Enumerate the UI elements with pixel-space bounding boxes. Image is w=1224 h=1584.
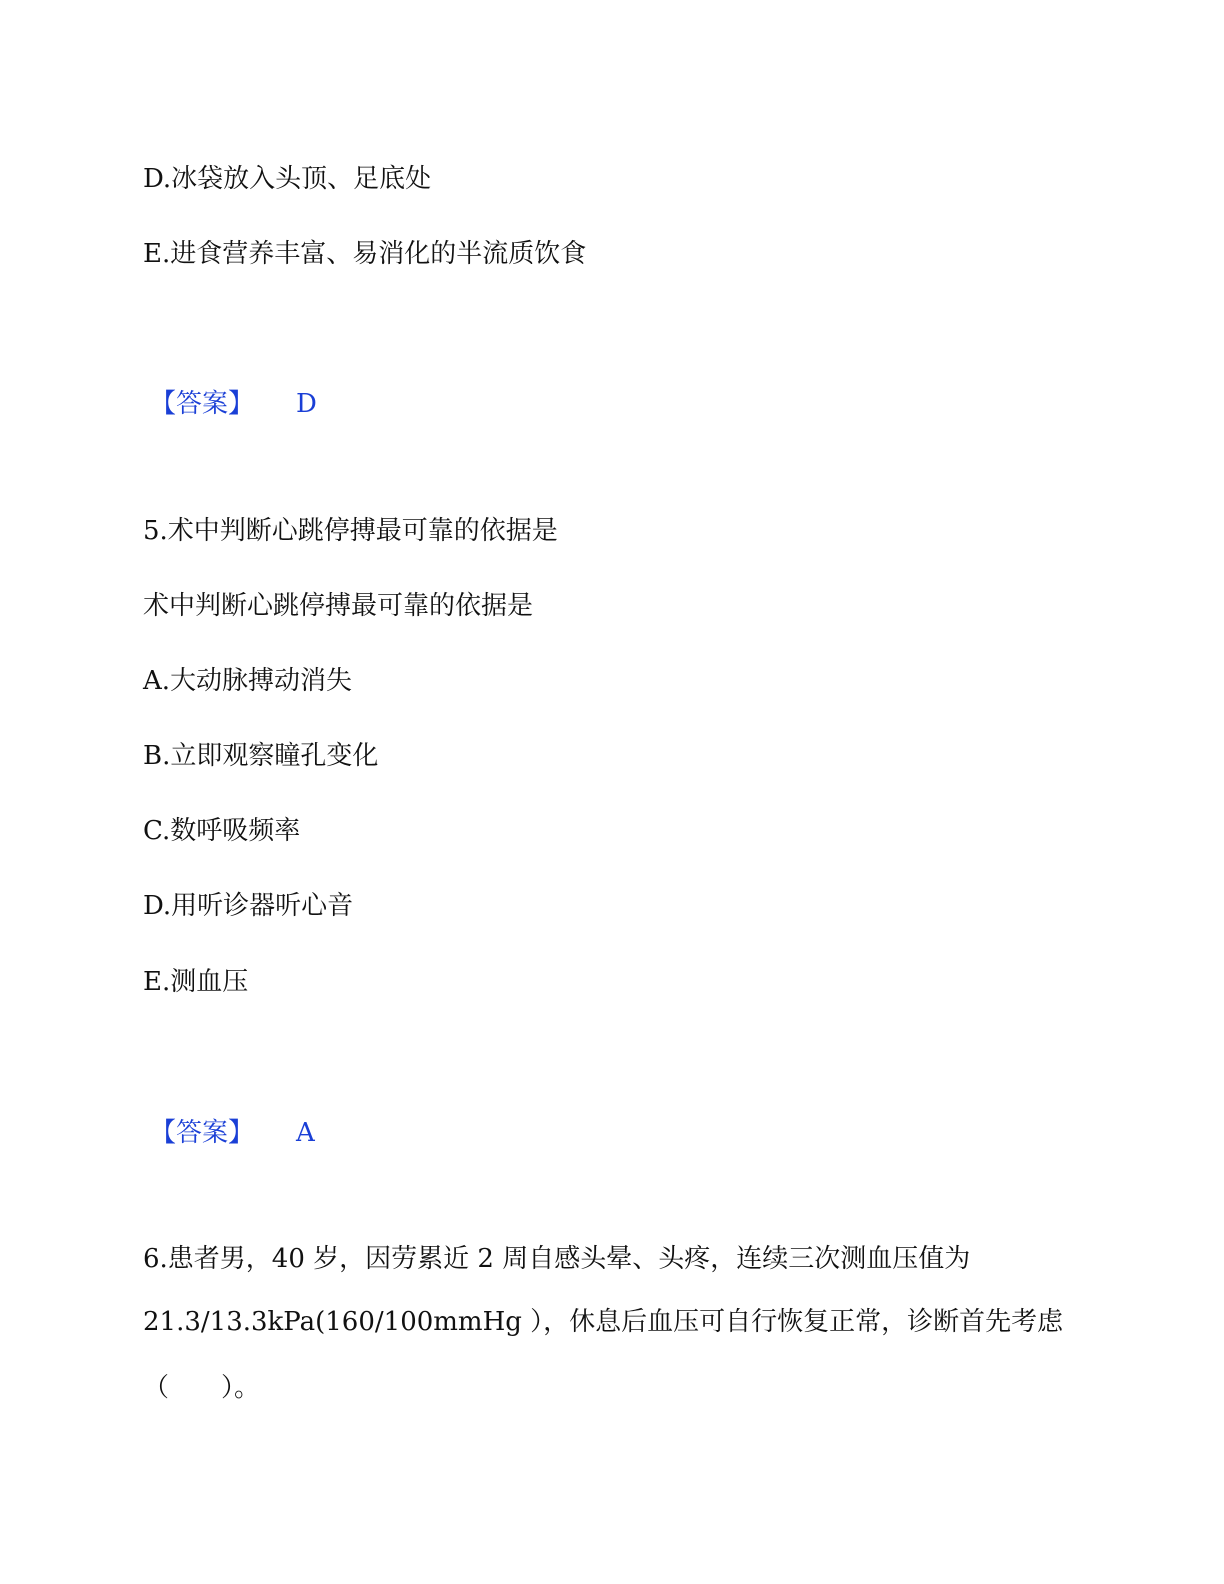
q6-line-3: （ ）。 bbox=[143, 1373, 261, 1403]
q5-stem: 术中判断心跳停搏最可靠的依据是 bbox=[143, 591, 534, 621]
q5-option-e: E.测血压 bbox=[143, 967, 249, 997]
answer-label: 【答案】 bbox=[150, 1118, 255, 1148]
answer-value: A bbox=[296, 1118, 315, 1148]
q5-option-b: B.立即观察瞳孔变化 bbox=[143, 741, 379, 771]
q6-line-1: 6.患者男，40 岁，因劳累近 2 周自感头晕、头疼，连续三次测血压值为 bbox=[143, 1244, 971, 1274]
q5-option-c: C.数呼吸频率 bbox=[143, 816, 301, 846]
q5-answer bbox=[150, 1117, 315, 1149]
answer-label: 【答案】 bbox=[150, 389, 255, 419]
q5-option-a: A.大动脉搏动消失 bbox=[143, 666, 353, 696]
answer-value: D bbox=[296, 389, 317, 419]
q4-option-d: D.冰袋放入头顶、足底处 bbox=[143, 164, 432, 194]
q4-answer bbox=[150, 388, 317, 420]
q4-option-e: E.进食营养丰富、易消化的半流质饮食 bbox=[143, 239, 587, 269]
q5-option-d: D.用听诊器听心音 bbox=[143, 891, 354, 921]
q6-line-2: 21.3/13.3kPa(160/100mmHg ），休息后血压可自行恢复正常，诊断首先考虑 bbox=[143, 1307, 1064, 1337]
q5-title: 5.术中判断心跳停搏最可靠的依据是 bbox=[143, 516, 558, 546]
